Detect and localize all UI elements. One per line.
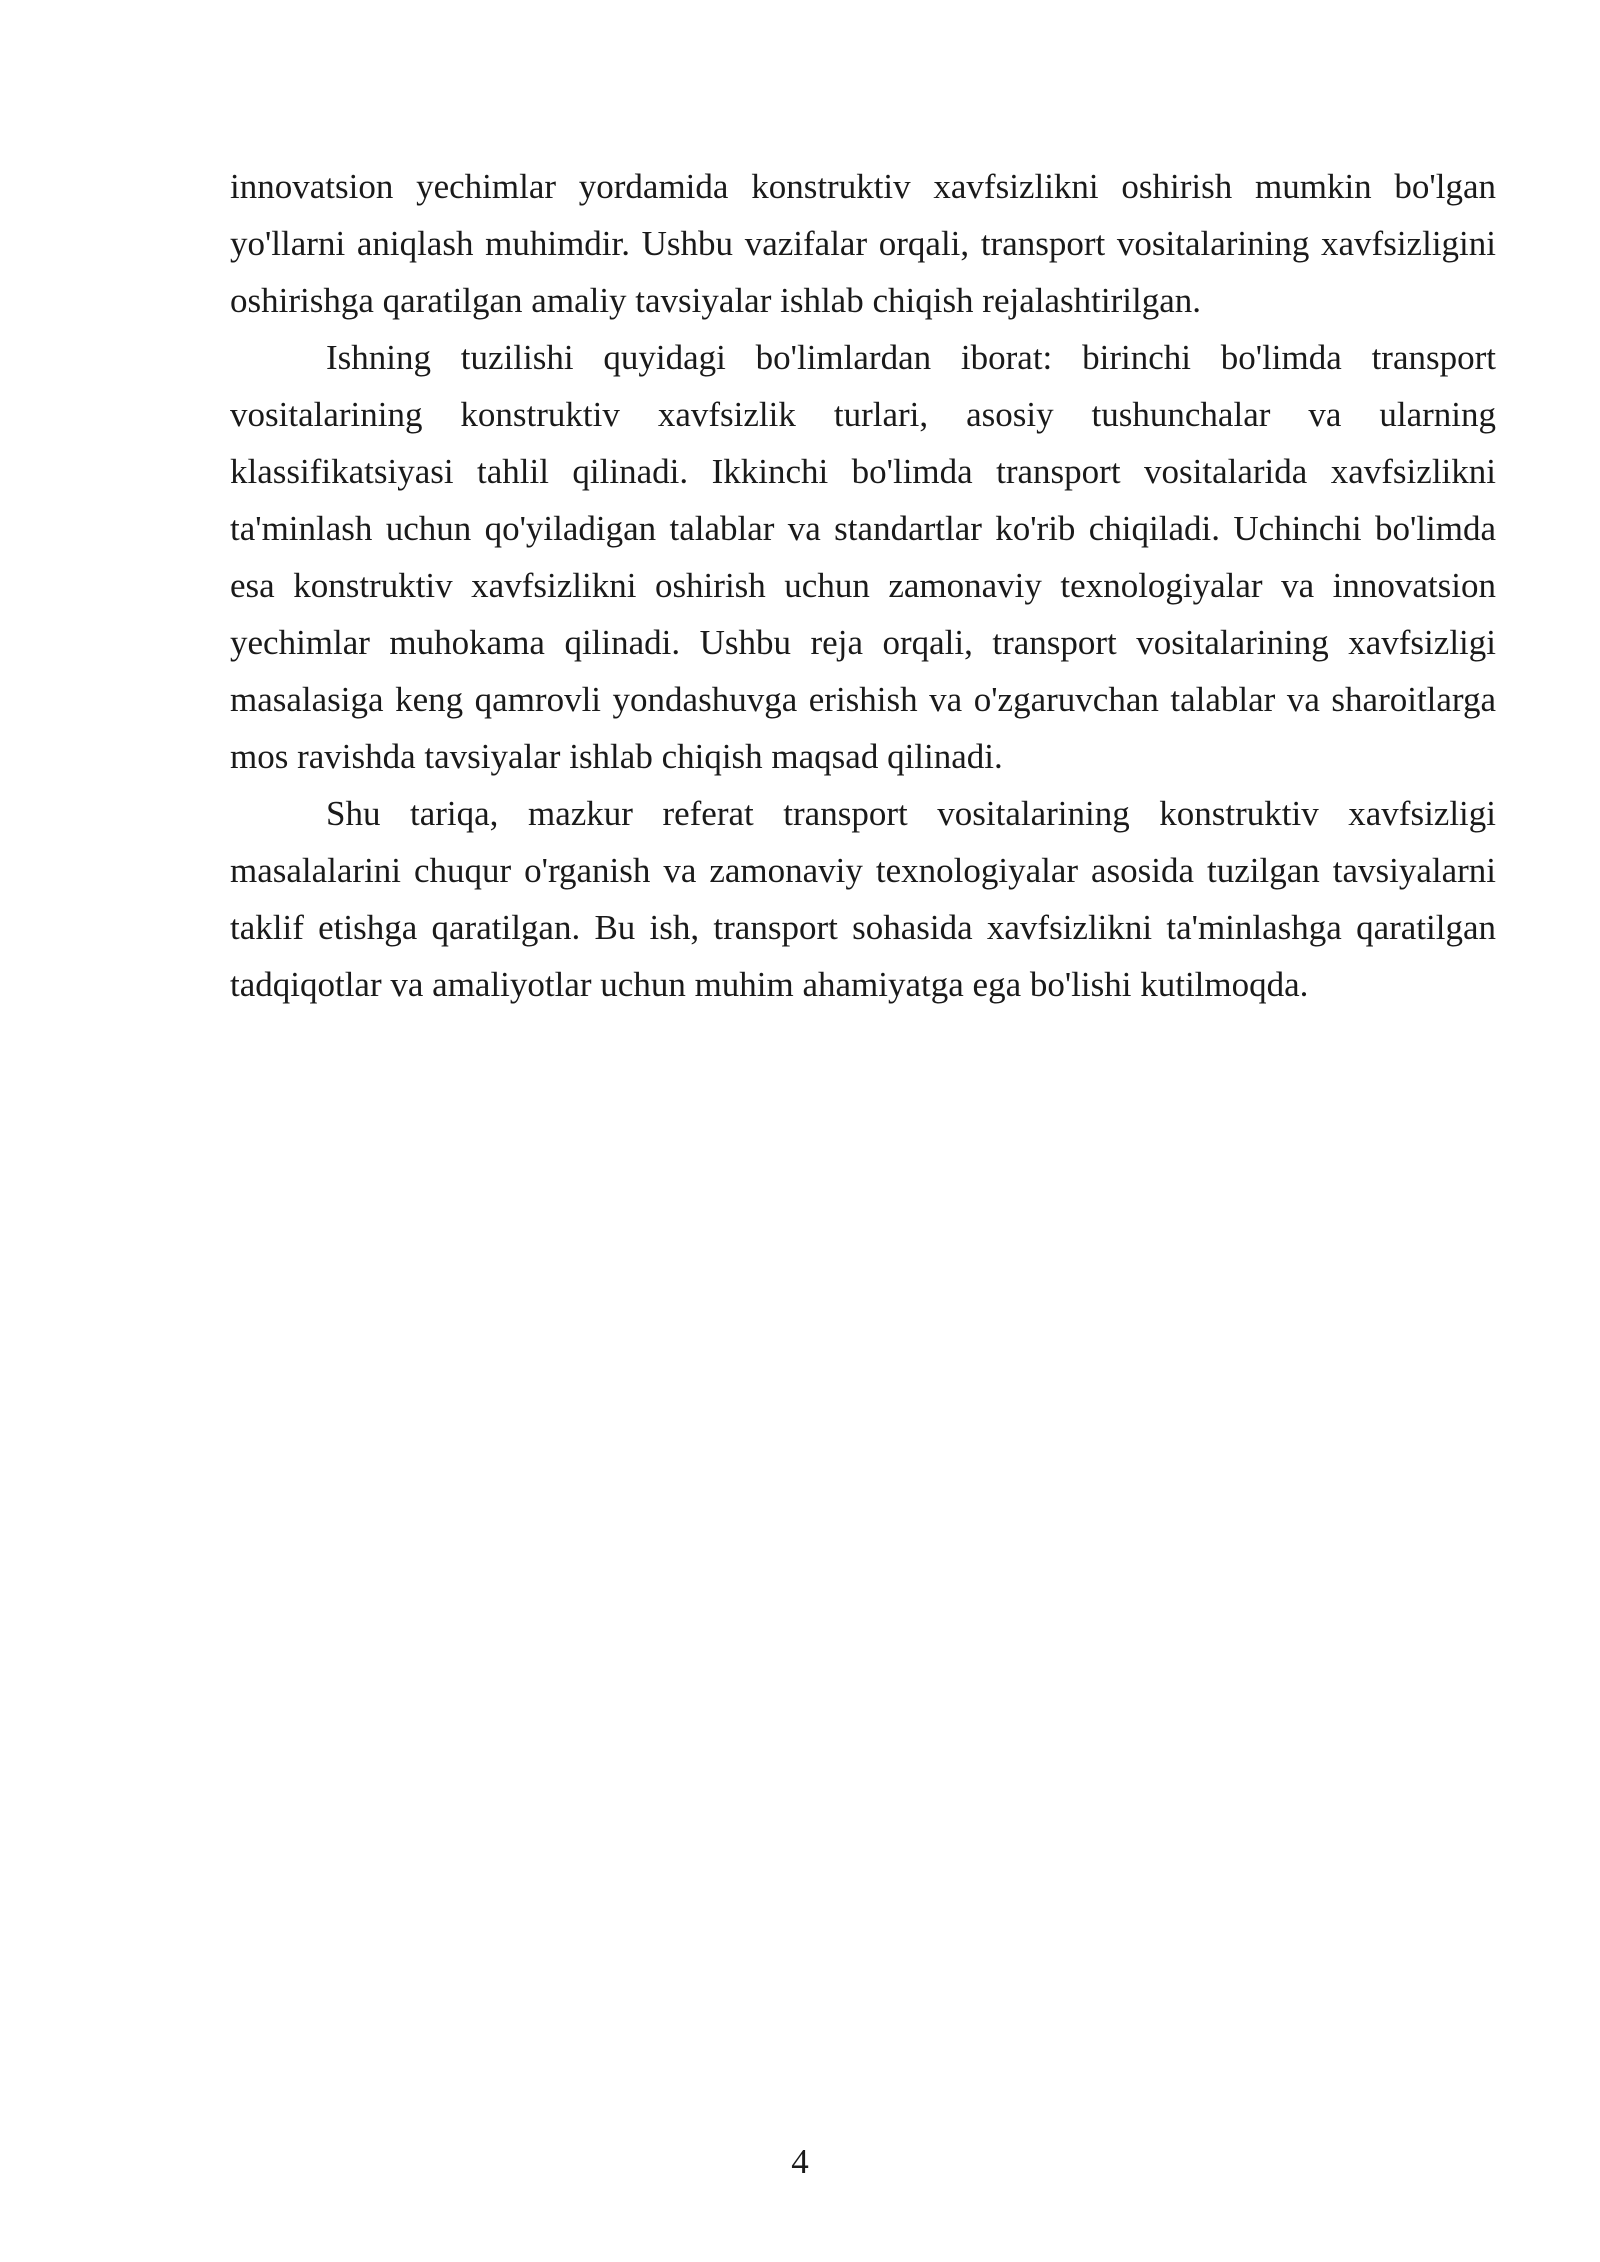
paragraph-continuation: innovatsion yechimlar yordamida konstruktiv xavfsizlikni oshirish mumkin bo'lgan yo'llarni aniqlash muhimdir. Ushbu vazifalar orqali, transport vositalarining xavfsizligini oshirishga qaratilgan amaliy tavsiyalar ishlab chiqish rejalashtirilgan. <box>230 167 1496 320</box>
paragraph-structure: Ishning tuzilishi quyidagi bo'limlardan iborat: birinchi bo'limda transport vositalarining konstruktiv xavfsizlik turlari, asosiy tushunchalar va ularning klassifikatsiyasi tahlil qilinadi. Ikkinchi bo'limda transport vositalarida xavfsizlikni ta'minlash uchun qo'yiladigan talablar va standartlar ko'rib chiqiladi. Uchinchi bo'limda esa konstruktiv xavfsizlikni oshirish uchun zamonaviy texnologiyalar va innovatsion yechimlar muhokama qilinadi. Ushbu reja orqali, transport vositalarining xavfsizligi masalasiga keng qamrovli yondashuvga erishish va o'zgaruvchan talablar va sharoitlarga mos ravishda tavsiyalar ishlab chiqish maqsad qilinadi. <box>230 338 1496 776</box>
page-number: 4 <box>791 2142 809 2181</box>
paragraph-conclusion: Shu tariqa, mazkur referat transport vositalarining konstruktiv xavfsizligi masalalarini chuqur o'rganish va zamonaviy texnologiyalar asosida tuzilgan tavsiyalarni taklif etishga qaratilgan. Bu ish, transport sohasida xavfsizlikni ta'minlashga qaratilgan tadqiqotlar va amaliyotlar uchun muhim ahamiyatga ega bo'lishi kutilmoqda. <box>230 794 1496 1004</box>
body-text <box>230 158 1496 1013</box>
